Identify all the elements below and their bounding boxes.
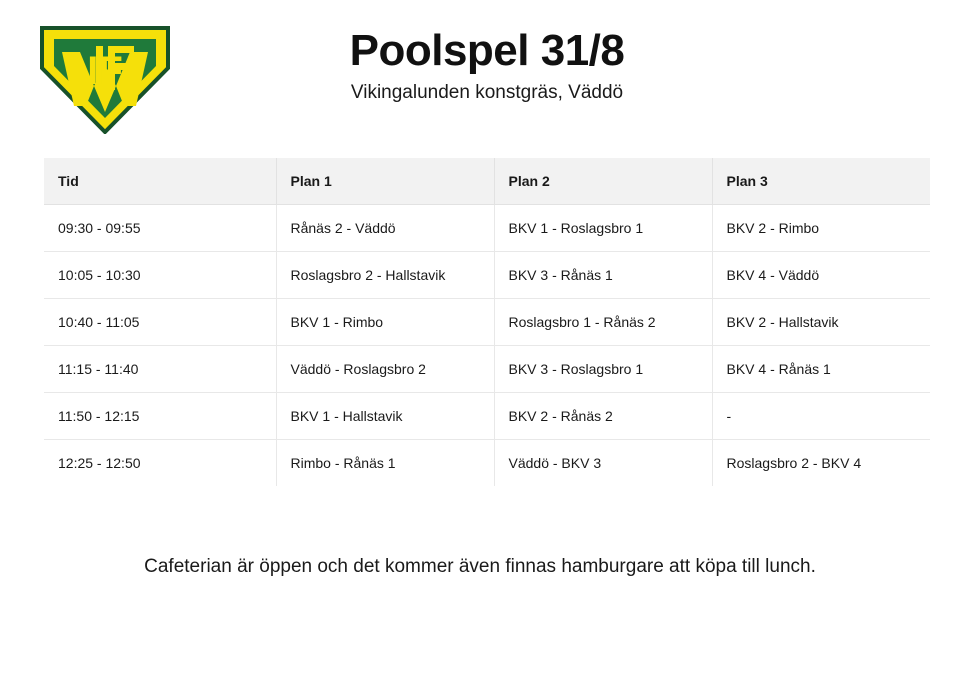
table-row [44, 299, 930, 346]
cell-plan2: BKV 2 - Rånäs 2 [494, 393, 712, 440]
cell-time: 12:25 - 12:50 [44, 440, 276, 487]
cell-time: 11:15 - 11:40 [44, 346, 276, 393]
cell-plan1: BKV 1 - Rimbo [276, 299, 494, 346]
cell-plan2: BKV 3 - Rånäs 1 [494, 252, 712, 299]
table-row [44, 440, 930, 487]
page-title: Poolspel 31/8 [349, 26, 625, 75]
cell-plan1: Roslagsbro 2 - Hallstavik [276, 252, 494, 299]
cell-plan3: Roslagsbro 2 - BKV 4 [712, 440, 930, 487]
cafeteria-note: Cafeterian är öppen och det kommer även finnas hamburgare att köpa till lunch. [144, 556, 816, 577]
title-block [174, 22, 920, 105]
cell-plan3: BKV 2 - Hallstavik [712, 299, 930, 346]
cell-plan2: BKV 3 - Roslagsbro 1 [494, 346, 712, 393]
cell-plan2: Roslagsbro 1 - Rånäs 2 [494, 299, 712, 346]
column-header-time: Tid [44, 158, 276, 205]
schedule-table [44, 158, 930, 486]
cell-plan1: BKV 1 - Hallstavik [276, 393, 494, 440]
table-row [44, 346, 930, 393]
schedule-table-wrapper [44, 158, 916, 486]
logo-letters: IF [87, 49, 123, 93]
table-row [44, 205, 930, 252]
cell-plan3: BKV 2 - Rimbo [712, 205, 930, 252]
cell-plan3: - [712, 393, 930, 440]
table-header-row [44, 158, 930, 205]
cell-time: 09:30 - 09:55 [44, 205, 276, 252]
cell-plan2: Väddö - BKV 3 [494, 440, 712, 487]
cell-plan1: Rimbo - Rånäs 1 [276, 440, 494, 487]
cell-time: 10:05 - 10:30 [44, 252, 276, 299]
cell-plan3: BKV 4 - Väddö [712, 252, 930, 299]
column-header-plan2: Plan 2 [494, 158, 712, 205]
table-row [44, 393, 930, 440]
column-header-plan3: Plan 3 [712, 158, 930, 205]
cell-time: 10:40 - 11:05 [44, 299, 276, 346]
table-row [44, 252, 930, 299]
cell-plan1: Rånäs 2 - Väddö [276, 205, 494, 252]
cell-time: 11:50 - 12:15 [44, 393, 276, 440]
vikingens-if-logo [36, 22, 174, 134]
poster-header [0, 0, 960, 140]
cell-plan1: Väddö - Roslagsbro 2 [276, 346, 494, 393]
page-subtitle: Vikingalunden konstgräs, Väddö [350, 82, 624, 104]
cell-plan2: BKV 1 - Roslagsbro 1 [494, 205, 712, 252]
cell-plan3: BKV 4 - Rånäs 1 [712, 346, 930, 393]
column-header-plan1: Plan 1 [276, 158, 494, 205]
